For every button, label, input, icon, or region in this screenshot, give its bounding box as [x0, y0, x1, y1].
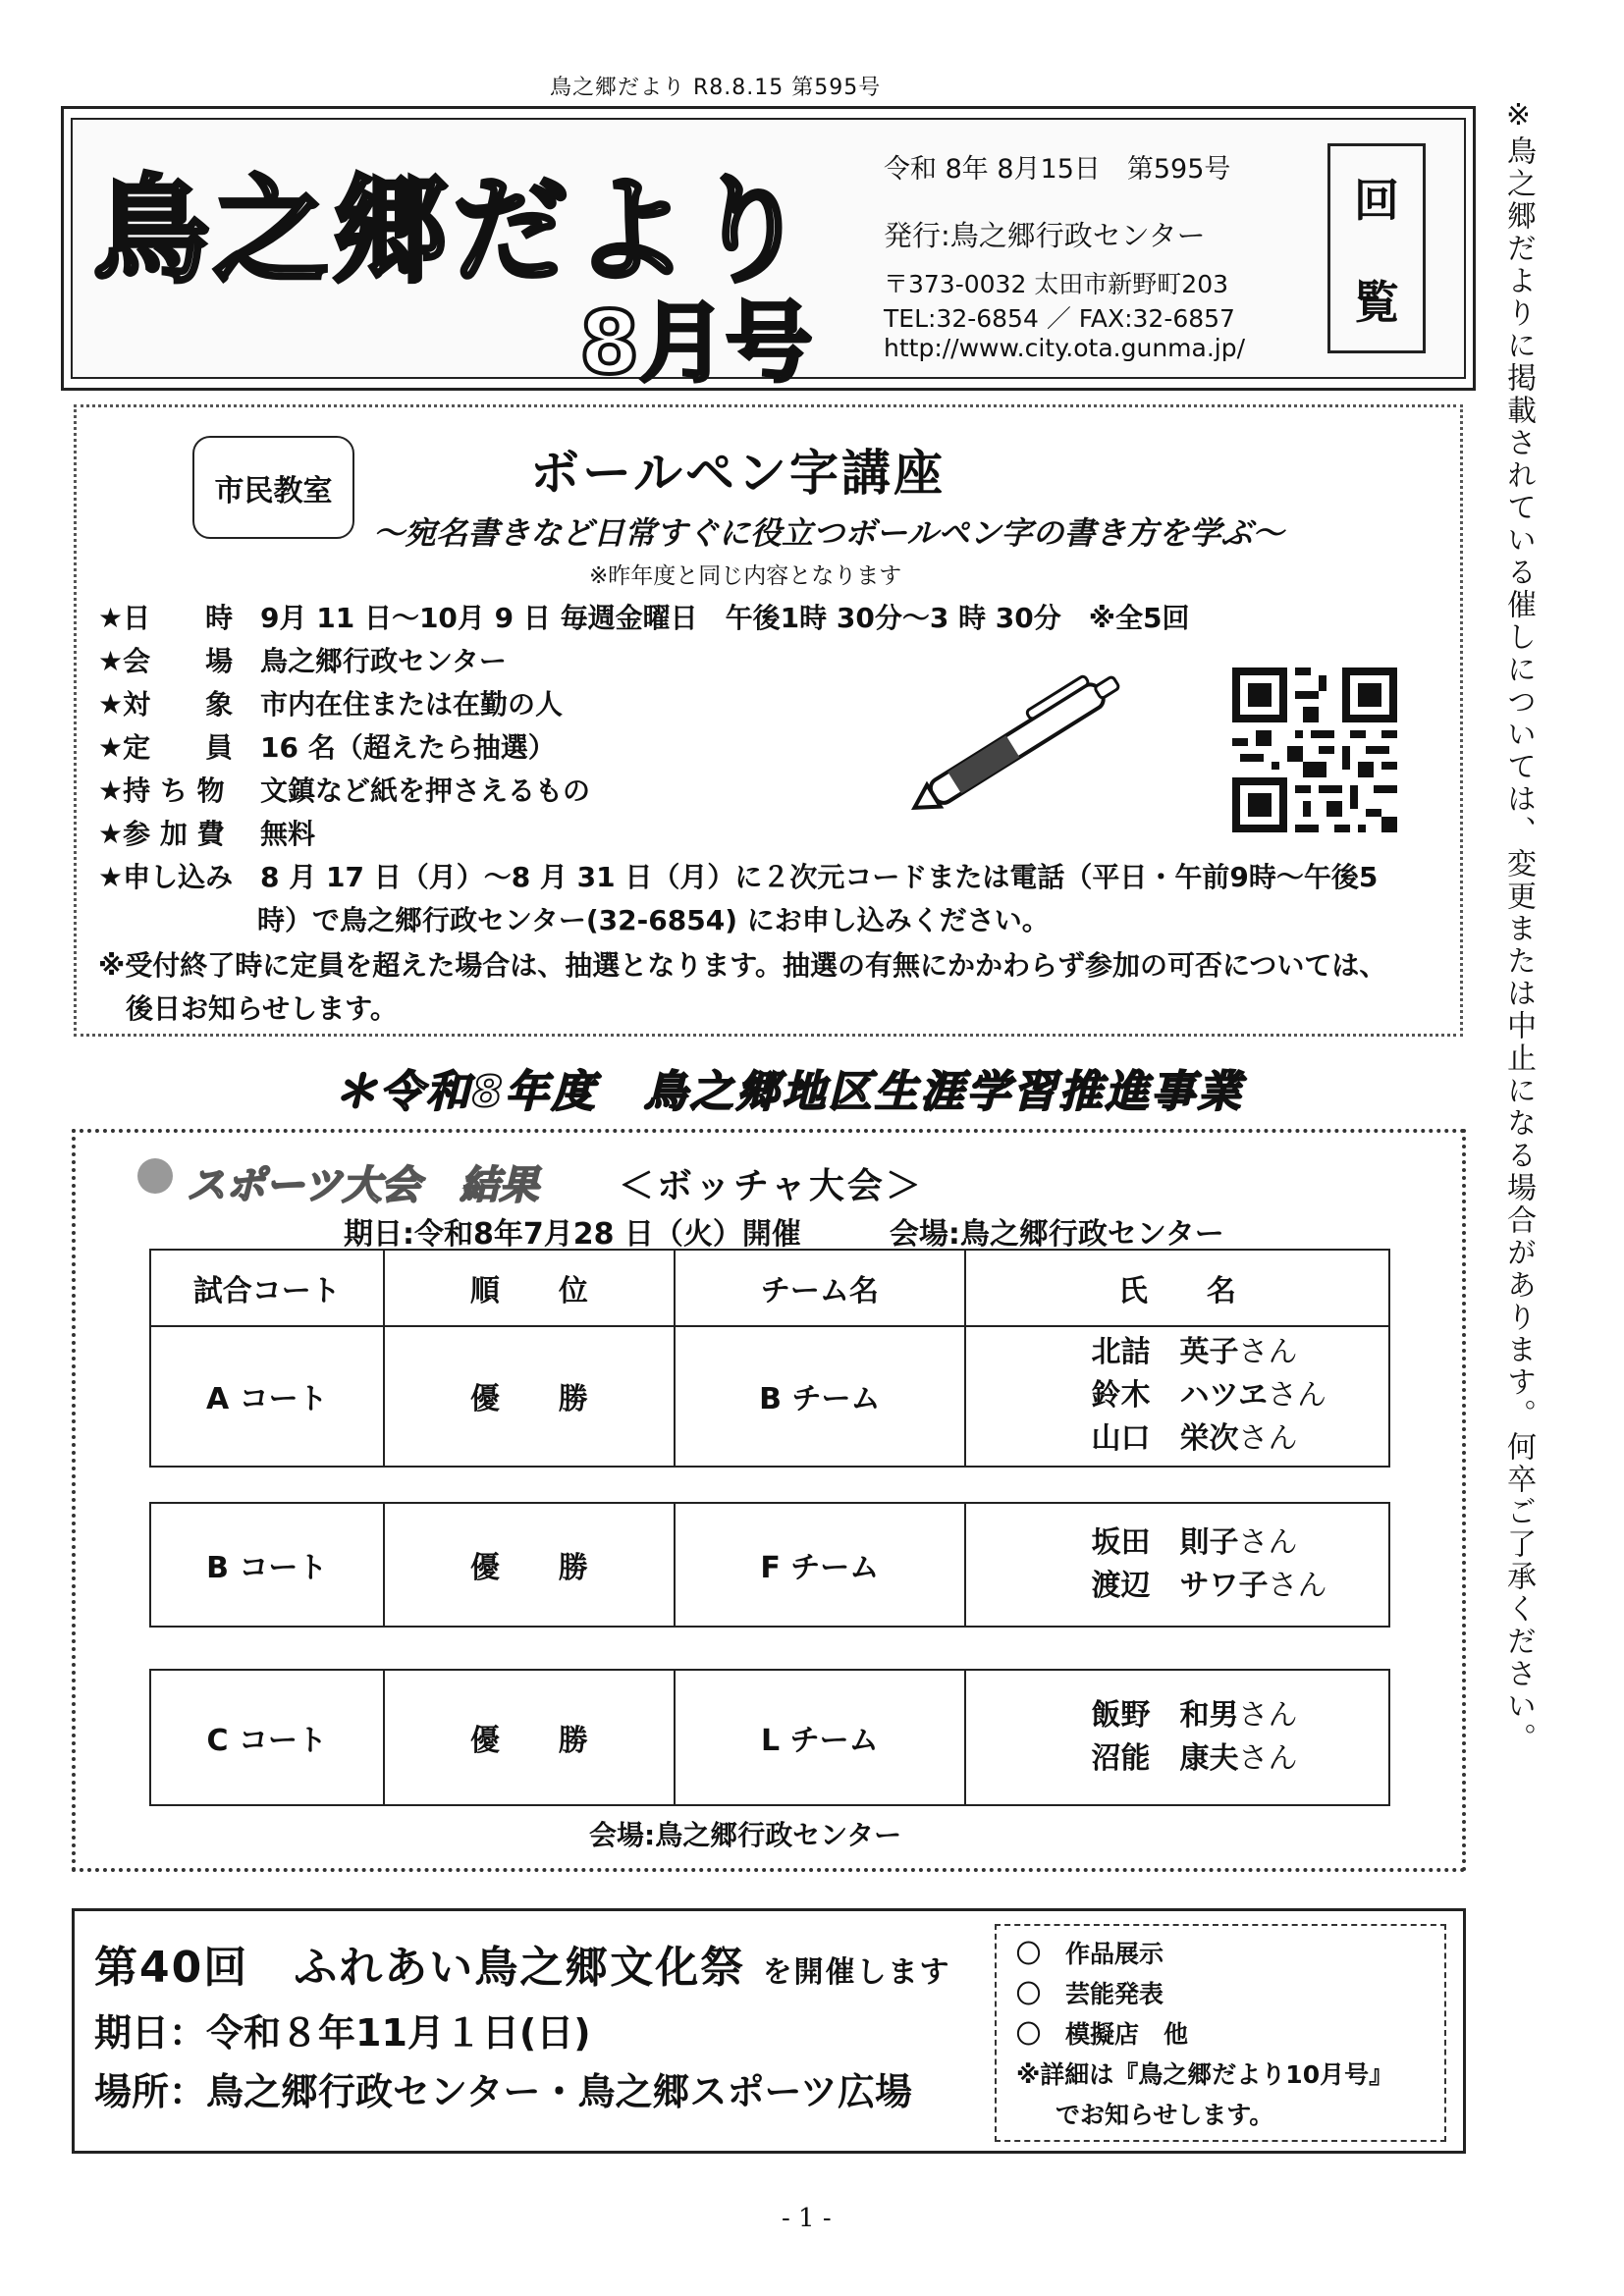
col-header-rank: 順 位 — [385, 1251, 677, 1325]
footnote-line-2: 後日お知らせします。 — [126, 992, 398, 1025]
circle-bullet-icon — [137, 1158, 173, 1194]
course-title: ボールペン字講座 — [530, 445, 946, 502]
event-date-venue: 期日:令和8年7月28 日（火）開催 会場:鳥之郷行政センター — [344, 1217, 1224, 1252]
table-row — [149, 1669, 1390, 1806]
festival-item: 〇 模擬店 他 — [1016, 2020, 1189, 2049]
website-url[interactable]: http://www.city.ota.gunma.jp/ — [884, 334, 1246, 362]
festival-item: 〇 芸能発表 — [1016, 1980, 1164, 2008]
team-cell: L チーム — [676, 1671, 965, 1804]
page-number: - 1 - — [782, 2204, 832, 2233]
info-row-bring: ★持 ち 物 文鎮など紙を押さえるもの — [98, 774, 591, 807]
info-row-fee: ★参 加 費 無料 — [98, 818, 316, 850]
festival-date: 期日：令和８年11月１日(日) — [94, 2011, 591, 2055]
names-cell — [966, 1504, 1388, 1626]
festival-details-box — [995, 1924, 1446, 2142]
info-row-venue: ★会 場 鳥之郷行政センター — [98, 645, 507, 677]
info-row-date: ★日 時 9月 11 日～10月 9 日 毎週金曜日 午後1時 30分～3 時 30分 ※全5回 — [98, 602, 1190, 634]
member-name: 鈴木 ハツヱさん — [1091, 1377, 1326, 1413]
info-row-apply: ★申し込み 8 月 17 日（月）～8 月 31 日（月）に２次元コードまたは電話（平日・午前9時～午後5 — [98, 861, 1379, 893]
member-name: 山口 栄次さん — [1091, 1420, 1298, 1456]
festival-detail-note-2: でお知らせします。 — [1056, 2101, 1274, 2129]
names-cell — [966, 1671, 1388, 1804]
court-cell: C コート — [151, 1671, 385, 1804]
rank-cell: 優 勝 — [385, 1504, 676, 1626]
team-cell: F チーム — [676, 1504, 965, 1626]
col-header-court: 試合コート — [151, 1251, 385, 1325]
footnote-line-1: ※受付終了時に定員を超えた場合は、抽選となります。抽選の有無にかかわらず参加の可否については、 — [98, 949, 1387, 982]
masthead-month: 8月号 — [579, 293, 813, 394]
sports-heading: スポーツ大会 結果 — [187, 1163, 539, 1208]
results-table-header — [149, 1249, 1390, 1327]
info-row-target: ★対 象 市内在住または在勤の人 — [98, 688, 564, 721]
festival-title: 第40回 ふれあい鳥之郷文化祭 を開催します — [94, 1943, 951, 1993]
info-row-capacity: ★定 員 16 名（超えたら抽選） — [98, 731, 556, 764]
names-cell — [966, 1325, 1388, 1466]
member-name: 坂田 則子さん — [1091, 1525, 1298, 1560]
court-cell: A コート — [151, 1325, 385, 1466]
col-header-names: 氏 名 — [1117, 1274, 1236, 1308]
col-header-team: チーム名 — [676, 1251, 966, 1325]
table-row — [149, 1325, 1390, 1468]
program-banner: ＊令和8年度 鳥之郷地区生涯学習推進事業 — [334, 1067, 1244, 1117]
address: 〒373-0032 太田市新野町203 — [884, 270, 1229, 298]
table-row — [149, 1502, 1390, 1628]
festival-detail-note: ※詳細は『鳥之郷だより10月号』 — [1016, 2060, 1394, 2089]
festival-item: 〇 作品展示 — [1016, 1940, 1164, 1968]
court-cell: B コート — [151, 1504, 385, 1626]
rank-cell: 優 勝 — [385, 1325, 676, 1466]
running-header: 鳥之郷だより R8.8.15 第595号 — [550, 76, 882, 100]
member-name: 飯野 和男さん — [1091, 1698, 1298, 1733]
kairan-char-2: 覧 — [1354, 276, 1399, 329]
member-name: 渡辺 サワ子さん — [1091, 1569, 1327, 1603]
side-notice: ※鳥之郷だよりに掲載されている催しについては、変更または中止になる場合があります。何卒ご了承ください。 — [1501, 98, 1536, 1755]
circulation-stamp — [1327, 143, 1426, 353]
rank-cell: 優 勝 — [385, 1671, 676, 1804]
course-subtitle: ～宛名書きなど日常すぐに役立つボールペン字の書き方を学ぶ～ — [373, 514, 1284, 552]
pen-icon — [893, 658, 1149, 825]
event-title: ＜ボッチャ大会＞ — [619, 1166, 924, 1206]
team-cell: B チーム — [676, 1325, 965, 1466]
course-badge: 市民教室 — [192, 436, 354, 539]
qr-code-icon[interactable] — [1232, 667, 1397, 832]
tel-fax: TEL:32-6854 ／ FAX:32-6857 — [884, 304, 1235, 333]
results-venue: 会場:鳥之郷行政センター — [589, 1819, 902, 1851]
member-name: 北詰 英子さん — [1091, 1334, 1298, 1369]
kairan-char-1: 回 — [1354, 174, 1399, 227]
festival-place: 場所：鳥之郷行政センター・鳥之郷スポーツ広場 — [94, 2070, 912, 2113]
info-apply-cont: 時）で鳥之郷行政センター(32-6854) にお申し込みください。 — [257, 904, 1050, 936]
masthead-title: 鳥之郷だより — [93, 163, 813, 298]
publisher: 発行:鳥之郷行政センター — [884, 219, 1206, 252]
course-note: ※昨年度と同じ内容となります — [589, 563, 902, 589]
member-name: 沼能 康夫さん — [1091, 1741, 1298, 1776]
issue-date: 令和 8年 8月15日 第595号 — [884, 154, 1231, 185]
